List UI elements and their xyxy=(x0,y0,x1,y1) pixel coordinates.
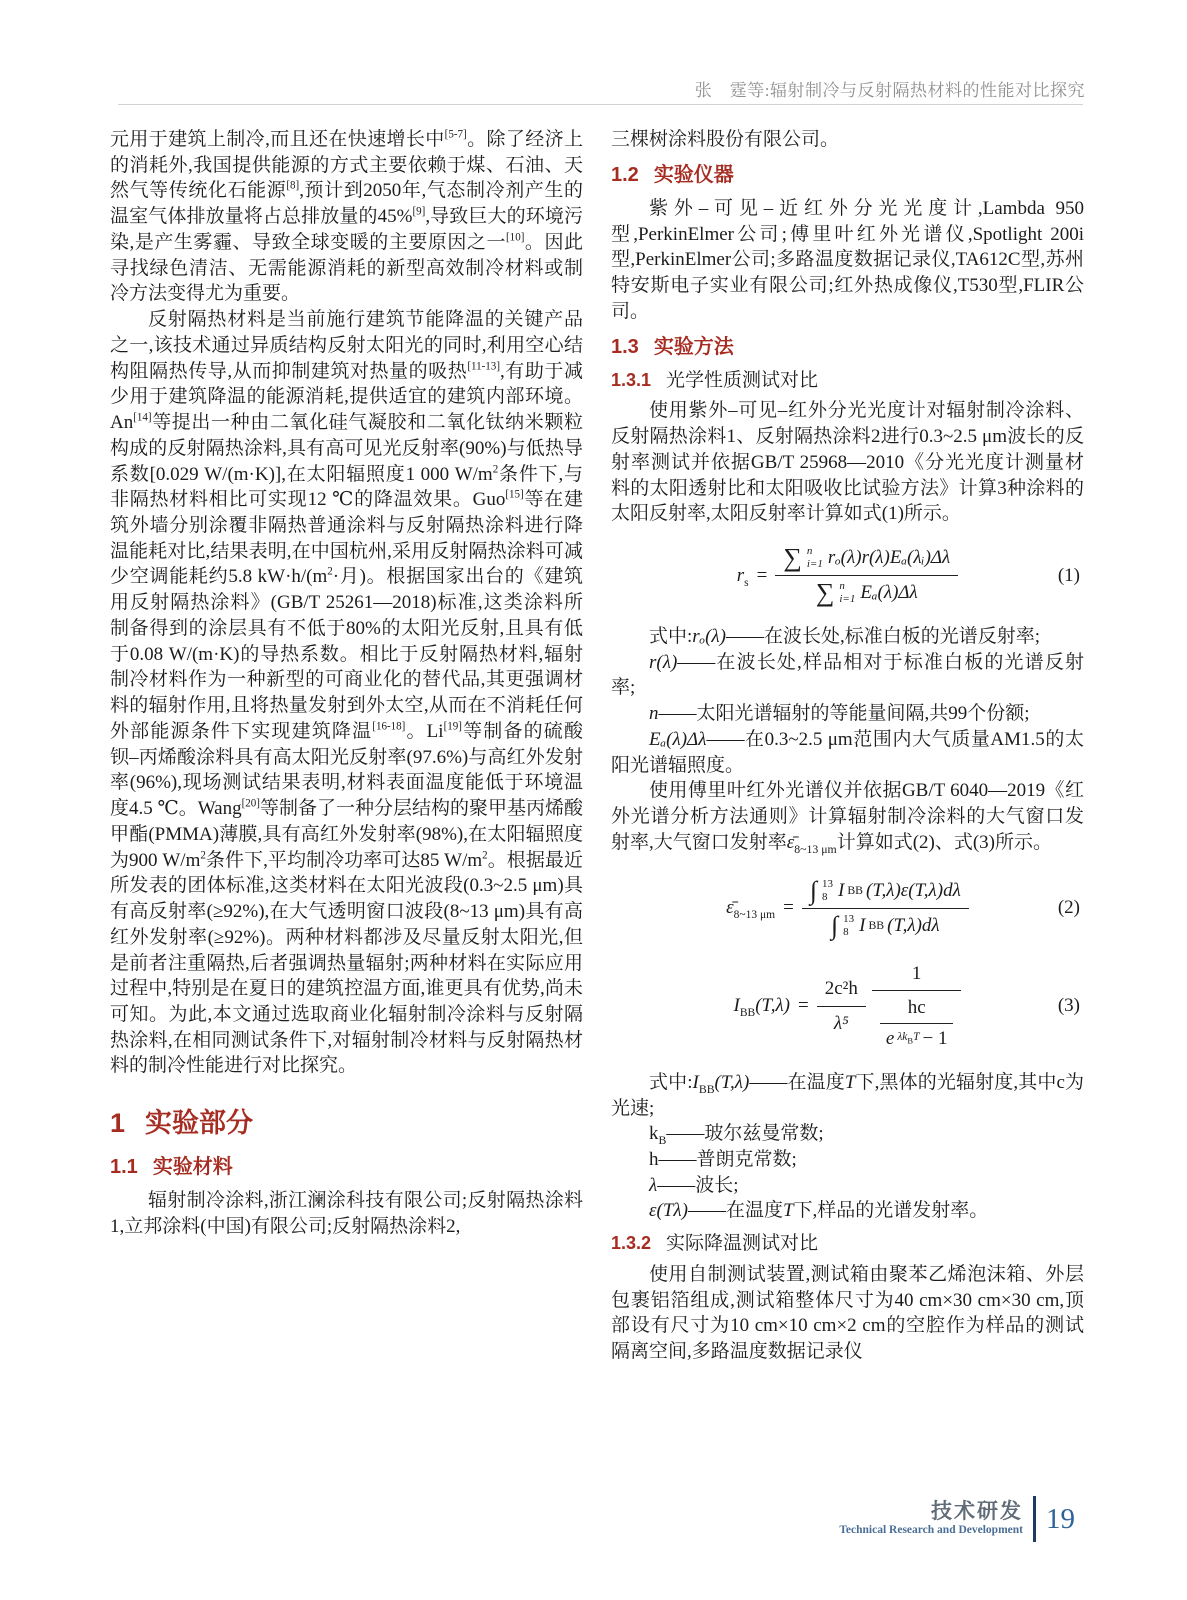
section-title: 实验仪器 xyxy=(653,163,734,186)
definition-line: n——太阳光谱辐射的等能量间隔,共99个份额; xyxy=(649,703,1030,725)
left-column xyxy=(110,127,583,1365)
section-heading-1-3-1 xyxy=(611,368,1084,394)
equation-2 xyxy=(611,875,1084,940)
section-heading-1-3 xyxy=(611,334,1084,361)
var-rs: r xyxy=(736,564,745,586)
equals-sign: = xyxy=(756,564,768,586)
section-number: 1.2 xyxy=(611,163,639,186)
footer-section-label xyxy=(839,1500,1023,1538)
fraction: ∑ n i=1 rₒ(λ)r(λ)Eₐ(λᵢ)Δλ ∑ n i=1 Eₐ(λ)Δλ xyxy=(775,545,958,606)
paragraph-intro-1: 元用于建筑上制冷,而且还在快速增长中[5-7]。除了经济上的消耗外,我国提供能源的方式主要依赖于煤、石油、天然气等传统化石能源[8],预计到2050年,气态制冷剂产生的温室气体排放量将占总排放量的45%[9],导致巨大的环境污染,是产生雾霾、导致全球变暖的主要原因之一[10]。因此寻找绿色清洁、无需能源消耗的新型高效制冷材料或制冷方法变得尤为重要。 xyxy=(110,128,583,305)
section-number: 1.3.2 xyxy=(611,1233,652,1254)
equals-sign: = xyxy=(798,995,809,1017)
section-number: 1.3 xyxy=(611,335,639,358)
sum-symbol: ∑ xyxy=(783,543,802,572)
page-number: 19 xyxy=(1046,1502,1075,1535)
section-number: 1 xyxy=(110,1108,126,1139)
paragraph-materials-continued: 三棵树涂料股份有限公司。 xyxy=(611,129,840,150)
equation-number: (3) xyxy=(1057,995,1080,1017)
footer-divider-bar xyxy=(1033,1496,1036,1542)
section-heading-1-1 xyxy=(110,1154,583,1181)
section-heading-1-3-2 xyxy=(611,1231,1084,1257)
var-planck-radiance: I xyxy=(733,995,740,1017)
fraction: ∫ 13 8 I BB (T,λ)ε(T,λ)dλ ∫ 13 8 I BB (T,λ)dλ xyxy=(802,878,969,939)
footer-section-en: Technical Research and Development xyxy=(839,1524,1023,1537)
definition-line: $k_B——$玻尔兹曼常数; xyxy=(649,1123,824,1148)
two-column-body xyxy=(110,127,1084,1365)
section-number: 1.3.1 xyxy=(611,369,652,390)
integral-symbol: ∫ xyxy=(809,875,817,905)
equation-number: (1) xyxy=(1057,564,1080,586)
section-title: 实际降温测试对比 xyxy=(666,1233,819,1255)
page-footer xyxy=(839,1496,1075,1542)
definition-line: h——普朗克常数; xyxy=(649,1149,797,1171)
running-head: 张 霆等:辐射制冷与反射隔热材料的性能对比探究 xyxy=(694,81,1085,100)
fraction: $\frac{\text{2c²h}}{\text{λ⁵}}$ xyxy=(817,976,866,1036)
equation-3 xyxy=(611,961,1084,1052)
paragraph-intro-2: 反射隔热材料是当前施行建筑节能降温的关键产品之一,该技术通过异质结构反射太阳光的同时,利用空心结构阻隔热传导,从而抑制建筑对热量的吸热[11-13],有助于减少用于建筑降温的能源消耗,提供适宜的建筑内部环境。An[14]等提出一种由二氧化硅气凝胶和二氧化钛纳米颗粒构成的反射隔热涂料,具有高可见光反射率(90%)与低热导系数[0.029 W/(m·K)],在太阳辐照度1 000 W/m$^2$条件下,与非隔热材料相比可实现12 ℃的降温效果。Guo[15]等在建筑外墙分别涂覆非隔热普通涂料与反射隔热涂料进行降温能耗对比,结果表明,在中国杭州,采用反射隔热涂料可减少空调能耗约5.8 kW·h/(m$^2$·月)。根据国家出台的《建筑用反射隔热涂料》(GB/T 25261—2018)标准,这类涂料所制备得到的涂层具有不低于80%的太阳光反射,且具有低于0.08 W/(m·K)的导热系数。相比于反射隔热材料,辐射制冷材料作为一种新型的可商业化的替代品,其更强调材料的辐射作用,且将热量发射到外太空,从而在不消耗任何外部能源条件下实现建筑降温[16-18]。Li[19]等制备的硫酸钡–丙烯酸涂料具有高太阳光反射率(97.6%)与高红外发射率(96%),现场测试结果表明,材料表面温度能低于环境温度4.5 ℃。Wang[20]等制备了一种分层结构的聚甲基丙烯酸甲酯(PMMA)薄膜,具有高红外发射率(98%),在太阳辐照度为900 W/m$^2$条件下,平均制冷功率可达85 W/m$^2$。根据最近所发表的团体标准,这类材料在太阳光波段(0.3~2.5 μm)具有高反射率(≥92%),在大气透明窗口波段(8~13 μm)具有高红外发射率(≥92%)。两种材料都涉及尽量反射太阳光,但是前者注重隔热,后者强调热量辐射;两种材料在实际应用过程中,特别是在夏日的建筑控温方面,谁更具有优势,尚未可知。为此,本文通过选取商业化辐射制冷涂料与反射隔热涂料,在相同测试条件下,对辐射制冷材料与反射隔热材料的制冷性能进行对比探究。 xyxy=(110,309,583,1077)
section-number: 1.1 xyxy=(110,1155,138,1178)
section-heading-1-2 xyxy=(611,162,1084,189)
footer-section-zh: 技术研发 xyxy=(931,1499,1023,1523)
section-title: 实验材料 xyxy=(152,1155,233,1178)
section-heading-1 xyxy=(110,1105,583,1142)
integral-symbol: ∫ xyxy=(830,910,839,940)
paragraph-cooling-test: 使用自制测试装置,测试箱由聚苯乙烯泡沫箱、外层包裹铝箔组成,测试箱整体尺寸为40 cm×30 cm×30 cm,顶部设有尺寸为10 cm×10 cm×2 cm的空腔作为样品的测试隔离空间,多路温度数据记录仪 xyxy=(611,1263,1084,1363)
section-title: 实验部分 xyxy=(145,1108,254,1139)
equation-3-body: $I_{BB}(T,\lambda)$ = $\frac{\text{2c²h}}{\text{λ⁵}}$ 1 hc e $\lambda k_BT$ − 1 xyxy=(734,961,962,1052)
inner-fraction: hc e $\lambda k_BT$ − 1 xyxy=(880,995,954,1051)
section-title: 光学性质测试对比 xyxy=(666,369,819,391)
paragraph-fourier: 使用傅里叶红外光谱仪并依据GB/T 6040—2019《红外光谱分析方法通则》计算辐射制冷涂料的大气窗口发射率,大气窗口发射率$\varepsilon̄_{8\sim 13 \mu m}$计算如式(2)、式(3)所示。 xyxy=(611,780,1084,856)
definition-line: 式中:rₒ(λ)——在波长处,标准白板的光谱反射率; xyxy=(649,626,1041,647)
definition-line: Eₐ(λ)Δλ——在0.3~2.5 μm范围内大气质量AM1.5的太阳光谱辐照度。 xyxy=(611,728,1084,776)
equation-number: (2) xyxy=(1057,897,1080,919)
section-title: 实验方法 xyxy=(653,335,734,358)
equation-2-body: $\varepsilon̄_{8\sim 13 \mu m}$ = ∫ 13 8 I BB (T,λ)ε(T,λ)dλ ∫ 13 8 I BB (T,λ)dλ xyxy=(726,878,969,939)
header-rule xyxy=(118,104,1083,105)
equation-1 xyxy=(611,545,1084,606)
paragraph-instruments: 紫外–可见–近红外分光光度计,Lambda 950型,PerkinElmer公司;傅里叶红外光谱仪,Spotlight 200i型,PerkinElmer公司;多路温度数据记录仪,TA612C型,苏州特安斯电子实业有限公司;红外热成像仪,T530型,FLIR公司。 xyxy=(611,197,1084,322)
var-emissivity: ε̄ xyxy=(726,897,734,919)
right-column xyxy=(611,127,1084,1365)
paragraph-optical-test: 使用紫外–可见–红外分光光度计对辐射制冷涂料、反射隔热涂料1、反射隔热涂料2进行0.3~2.5 μm波长的反射率测试并依据GB/T 25968—2010《分光光度计测量材料的太阳透射比和太阳吸收比试验方法》计算3种涂料的太阳反射率,太阳反射率计算如式(1)所示。 xyxy=(611,400,1084,525)
definition-line: r(λ)——在波长处,样品相对于标准白板的光谱反射率; xyxy=(611,651,1084,699)
definition-line: 式中$:I_{BB}(T,\lambda)——$在温度T下,黑体的光辐射度,其中c为光速; xyxy=(611,1071,1084,1119)
equals-sign: = xyxy=(783,897,794,919)
paragraph-materials: 辐射制冷涂料,浙江澜涂科技有限公司;反射隔热涂料1,立邦涂料(中国)有限公司;反射隔热涂料2, xyxy=(110,1189,583,1237)
definition-line: λ——波长; xyxy=(649,1174,739,1196)
definition-line: ε(Tλ)——在温度T下,样品的光谱发射率。 xyxy=(649,1200,989,1222)
equation-1-body: $r_s$ = ∑ n i=1 rₒ(λ)r(λ)Eₐ(λᵢ)Δλ ∑ n i=1 Eₐ(λ)Δλ xyxy=(737,545,959,606)
sum-symbol: ∑ xyxy=(815,578,835,607)
fraction: 1 hc e $\lambda k_BT$ − 1 xyxy=(872,961,962,1052)
